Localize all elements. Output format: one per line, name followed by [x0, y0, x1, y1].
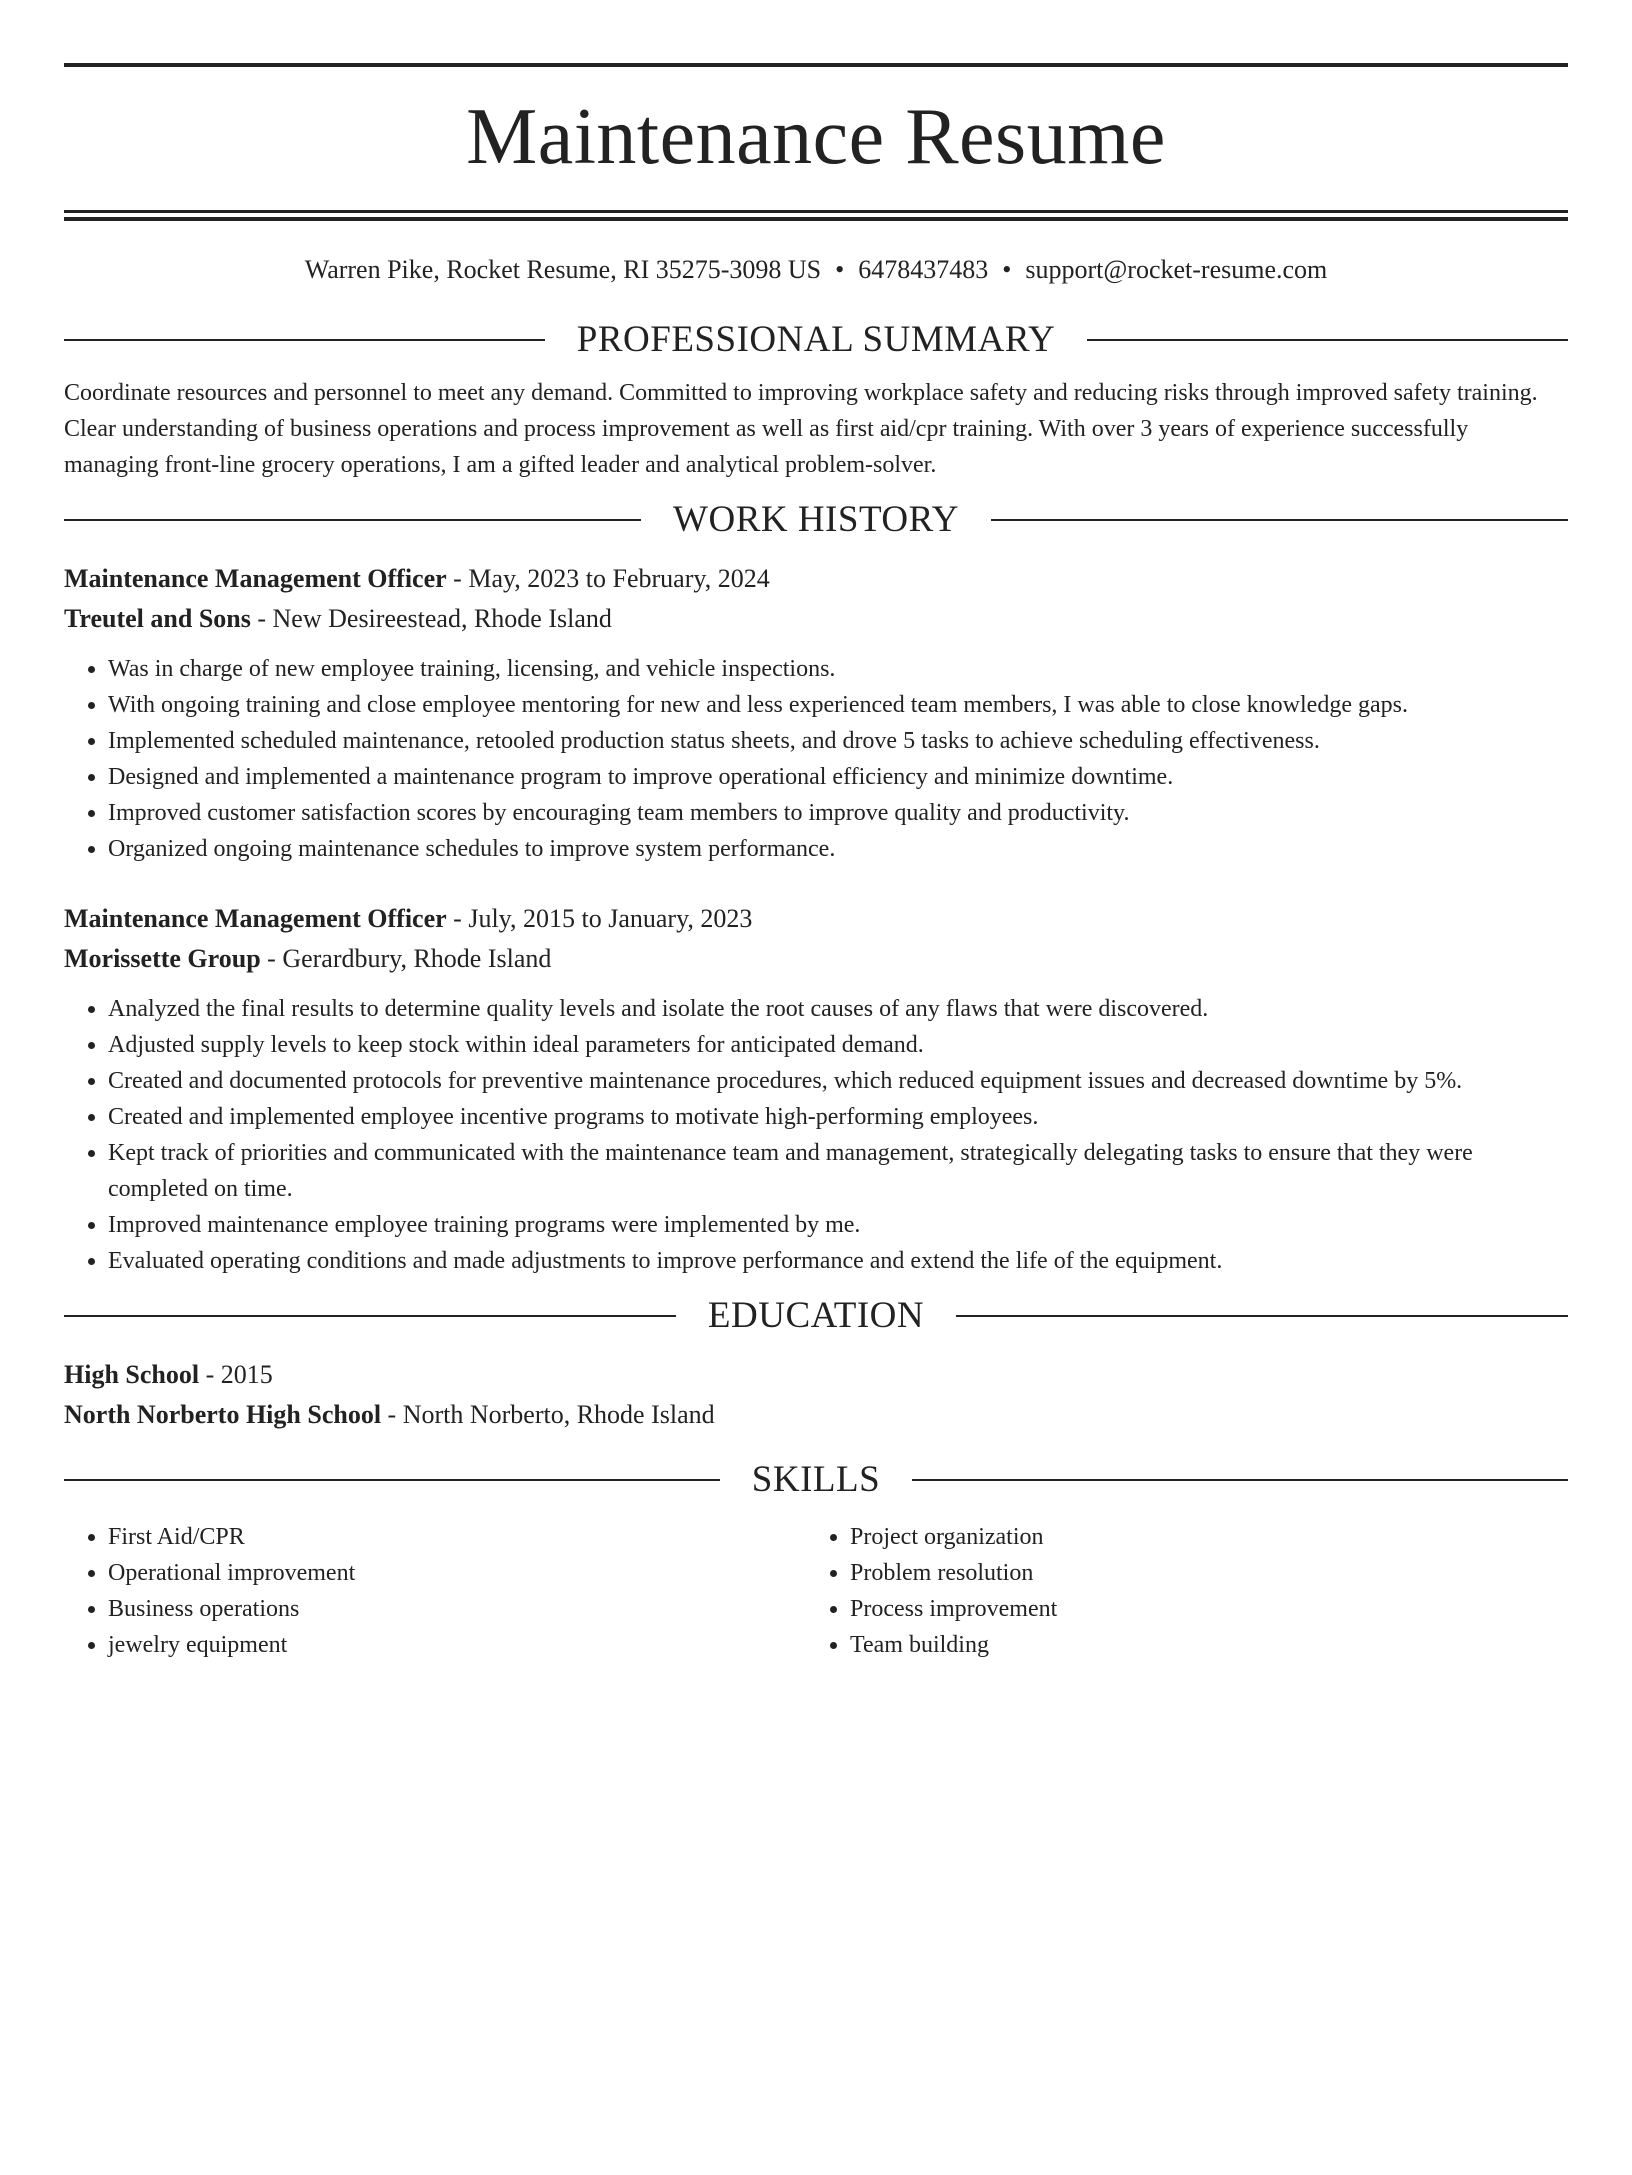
job-dates: - July, 2015 to January, 2023: [446, 904, 753, 933]
job-location: - Gerardbury, Rhode Island: [260, 944, 552, 973]
education-heading: EDUCATION: [707, 1295, 925, 1336]
education-year: - 2015: [199, 1360, 273, 1389]
section-rule: [991, 519, 1568, 521]
list-item: • Kept track of priorities and communicated with the maintenance team and management, strategically delegating tasks to ensure that they were completed on time.: [108, 1135, 1568, 1207]
top-rule: [64, 63, 1568, 67]
section-rule: [64, 1479, 720, 1481]
job-title-line: [64, 559, 1568, 599]
skill-item: • Process improvement: [850, 1591, 1548, 1627]
section-rule: [912, 1479, 1568, 1481]
skill-item: • Project organization: [850, 1519, 1548, 1555]
list-item: • Improved maintenance employee training programs were implemented by me.: [108, 1207, 1568, 1243]
education-location: - North Norberto, Rhode Island: [381, 1400, 715, 1429]
job-bullets: [64, 991, 1568, 1279]
job-dates: - May, 2023 to February, 2024: [446, 564, 770, 593]
title-double-rule: [64, 210, 1568, 221]
job-company: Treutel and Sons: [64, 604, 251, 633]
contact-phone: 6478437483: [858, 255, 989, 284]
list-item: • Was in charge of new employee training, licensing, and vehicle inspections.: [108, 651, 1568, 687]
section-rule: [64, 339, 545, 341]
contact-separator: •: [1002, 255, 1012, 284]
skill-item: • jewelry equipment: [108, 1627, 806, 1663]
skill-item: • Business operations: [108, 1591, 806, 1627]
skills-section-header: [64, 1457, 1568, 1503]
work-heading: WORK HISTORY: [673, 499, 959, 540]
job-title: Maintenance Management Officer: [64, 904, 447, 933]
job-location: - New Desireestead, Rhode Island: [250, 604, 612, 633]
resume-title: Maintenance Resume: [466, 93, 1166, 181]
contact-separator: •: [835, 255, 845, 284]
education-section-header: [64, 1293, 1568, 1339]
resume-page: [0, 63, 1632, 2175]
education-school: North Norberto High School: [64, 1400, 382, 1429]
job-title-line: [64, 899, 1568, 939]
job-company-line: [64, 939, 1568, 979]
skill-item: • Team building: [850, 1627, 1548, 1663]
list-item: • Evaluated operating conditions and made adjustments to improve performance and extend the life of the equipment.: [108, 1243, 1568, 1279]
job-bullets: [64, 651, 1568, 867]
skill-item: • First Aid/CPR: [108, 1519, 806, 1555]
education-degree: High School: [64, 1360, 200, 1389]
summary-heading: PROFESSIONAL SUMMARY: [576, 319, 1056, 360]
summary-section-header: [64, 317, 1568, 363]
contact-line: [64, 253, 1568, 287]
section-rule: [956, 1315, 1568, 1317]
list-item: • Designed and implemented a maintenance program to improve operational efficiency and minimize downtime.: [108, 759, 1568, 795]
section-rule: [1087, 339, 1568, 341]
skills-list-left: [64, 1519, 806, 1663]
skills-list-right: [806, 1519, 1548, 1663]
job-entry: [64, 559, 1568, 867]
list-item: • Analyzed the final results to determine quality levels and isolate the root causes of any flaws that were discovered.: [108, 991, 1568, 1027]
work-section-header: [64, 497, 1568, 543]
skill-item: • Problem resolution: [850, 1555, 1548, 1591]
list-item: • Created and implemented employee incentive programs to motivate high-performing employees.: [108, 1099, 1568, 1135]
list-item: • With ongoing training and close employee mentoring for new and less experienced team members, I was able to close knowledge gaps.: [108, 687, 1568, 723]
section-rule: [64, 1315, 676, 1317]
education-degree-line: [64, 1355, 1568, 1395]
list-item: • Organized ongoing maintenance schedules to improve system performance.: [108, 831, 1568, 867]
list-item: • Improved customer satisfaction scores by encouraging team members to improve quality and productivity.: [108, 795, 1568, 831]
job-title: Maintenance Management Officer: [64, 564, 447, 593]
contact-address: Warren Pike, Rocket Resume, RI 35275-3098 US: [304, 255, 822, 284]
section-rule: [64, 519, 641, 521]
job-company-line: [64, 599, 1568, 639]
skills-columns: [64, 1519, 1568, 1663]
education-entry: [64, 1355, 1568, 1435]
contact-email: support@rocket-resume.com: [1025, 255, 1328, 284]
education-school-line: [64, 1395, 1568, 1435]
summary-text: Coordinate resources and personnel to meet any demand. Committed to improving workplace safety and reducing risks through improved safety training. Clear understanding of business operations and process improvement as well as first aid/cpr training. With over 3 years of experience successfully managing front-line grocery operations, I am a gifted leader and analytical problem-solver.: [64, 380, 1538, 478]
list-item: • Implemented scheduled maintenance, retooled production status sheets, and drove 5 tasks to achieve scheduling effectiveness.: [108, 723, 1568, 759]
job-entry: [64, 899, 1568, 1279]
skill-item: • Operational improvement: [108, 1555, 806, 1591]
list-item: • Adjusted supply levels to keep stock within ideal parameters for anticipated demand.: [108, 1027, 1568, 1063]
job-company: Morissette Group: [64, 944, 261, 973]
skills-heading: SKILLS: [751, 1459, 881, 1500]
list-item: • Created and documented protocols for preventive maintenance procedures, which reduced equipment issues and decreased downtime by 5%.: [108, 1063, 1568, 1099]
